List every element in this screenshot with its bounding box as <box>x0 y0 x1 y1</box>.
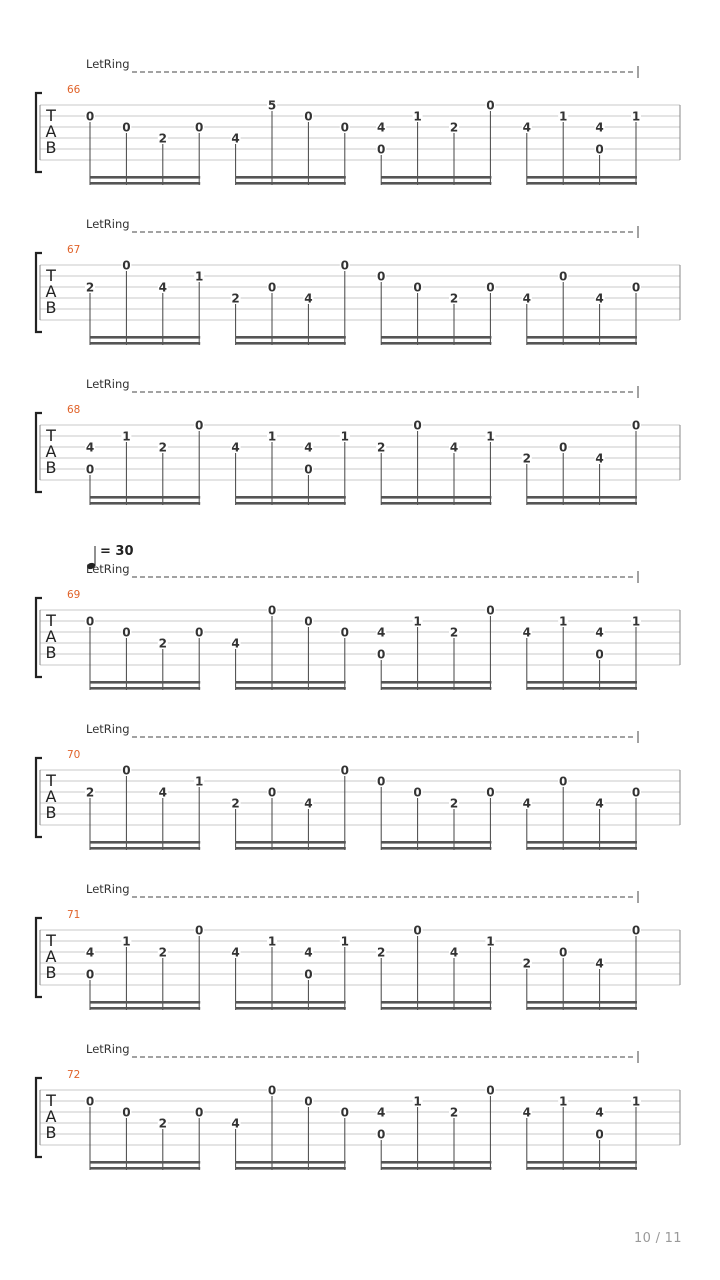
beam <box>527 1161 637 1164</box>
let-ring-label: LetRing <box>86 57 130 71</box>
tab-clef-letter: A <box>45 122 57 141</box>
fret-number: 0 <box>559 269 568 284</box>
fret-number: 2 <box>85 280 95 295</box>
fret-number: 2 <box>158 1116 167 1131</box>
tab-clef-letter: A <box>45 442 57 461</box>
fret-number: 2 <box>449 291 459 306</box>
beam <box>527 1001 637 1004</box>
fret-number: 4 <box>304 945 313 960</box>
beam <box>527 502 637 505</box>
measure-number: 68 <box>67 404 81 416</box>
fret-number: 4 <box>158 280 167 295</box>
tab-clef-letter: B <box>45 138 57 157</box>
fret-number: 0 <box>595 142 604 157</box>
beam <box>236 681 346 684</box>
fret-number: 0 <box>340 1105 349 1120</box>
tab-system <box>36 544 680 690</box>
beam <box>90 681 200 684</box>
fret-number: 0 <box>122 625 131 640</box>
fret-number: 4 <box>231 1116 240 1131</box>
fret-number: 1 <box>340 934 349 949</box>
tab-system <box>36 217 680 345</box>
fret-number: 4 <box>595 120 604 135</box>
fret-number: 4 <box>85 440 95 455</box>
tab-clef-letter: A <box>45 947 57 966</box>
fret-number: 0 <box>122 258 131 273</box>
fret-number: 0 <box>413 418 422 433</box>
fret-number: 0 <box>340 625 349 640</box>
fret-number: 0 <box>122 763 131 778</box>
fret-number: 1 <box>122 429 131 444</box>
beam <box>381 687 491 690</box>
fret-number: 0 <box>304 967 313 982</box>
fret-number: 0 <box>486 603 495 618</box>
tab-clef-letter: B <box>45 963 57 982</box>
fret-number: 1 <box>413 109 422 124</box>
beam <box>527 1167 637 1170</box>
fret-number: 1 <box>631 109 641 124</box>
beam <box>236 1001 346 1004</box>
fret-number: 0 <box>413 785 422 800</box>
tab-clef-letter: B <box>45 643 57 662</box>
beam <box>90 496 200 499</box>
fret-number: 2 <box>158 131 167 146</box>
tab-clef-letter: T <box>46 426 56 445</box>
beam <box>236 1007 346 1010</box>
beam <box>90 1001 200 1004</box>
fret-number: 0 <box>377 647 386 662</box>
fret-number: 0 <box>377 142 386 157</box>
fret-number: 1 <box>195 774 204 789</box>
fret-number: 0 <box>195 625 204 640</box>
fret-number: 4 <box>522 120 531 135</box>
fret-number: 2 <box>449 120 459 135</box>
let-ring-label: LetRing <box>86 217 130 231</box>
fret-number: 1 <box>559 1094 568 1109</box>
fret-number: 2 <box>449 625 459 640</box>
fret-number: 4 <box>595 956 604 971</box>
fret-number: 2 <box>231 291 240 306</box>
fret-number: 0 <box>559 945 568 960</box>
beam <box>90 1167 200 1170</box>
fret-number: 4 <box>377 625 386 640</box>
fret-number: 0 <box>377 269 386 284</box>
fret-number: 0 <box>267 1083 277 1098</box>
let-ring-label: LetRing <box>86 1042 130 1056</box>
measure-number: 70 <box>67 749 81 761</box>
fret-number: 0 <box>304 1094 313 1109</box>
fret-number: 4 <box>304 440 313 455</box>
tab-system <box>36 722 680 850</box>
tab-clef-letter: A <box>45 1107 57 1126</box>
tab-clef-letter: A <box>45 787 57 806</box>
beam <box>381 681 491 684</box>
beam <box>90 342 200 345</box>
fret-number: 0 <box>559 774 568 789</box>
beam <box>90 1161 200 1164</box>
tab-clef-letter: T <box>46 931 56 950</box>
beam <box>381 1001 491 1004</box>
fret-number: 2 <box>158 945 167 960</box>
fret-number: 0 <box>85 614 95 629</box>
beam <box>90 502 200 505</box>
fret-number: 1 <box>413 614 422 629</box>
fret-number: 1 <box>413 1094 422 1109</box>
fret-number: 2 <box>449 1105 459 1120</box>
beam <box>90 841 200 844</box>
fret-number: 1 <box>559 614 568 629</box>
tab-clef-letter: T <box>46 611 56 630</box>
fret-number: 4 <box>522 796 531 811</box>
fret-number: 0 <box>340 258 349 273</box>
fret-number: 0 <box>631 923 641 938</box>
beam <box>527 687 637 690</box>
fret-number: 4 <box>231 440 240 455</box>
beam <box>527 681 637 684</box>
fret-number: 0 <box>195 923 204 938</box>
tab-clef-letter: B <box>45 1123 57 1142</box>
beam <box>381 847 491 850</box>
fret-number: 1 <box>267 934 277 949</box>
tab-system <box>36 882 680 1010</box>
beam <box>381 336 491 339</box>
fret-number: 4 <box>158 785 167 800</box>
fret-number: 4 <box>449 945 459 960</box>
beam <box>527 336 637 339</box>
fret-number: 0 <box>486 785 495 800</box>
let-ring-label: LetRing <box>86 722 130 736</box>
fret-number: 4 <box>304 796 313 811</box>
fret-number: 1 <box>267 429 277 444</box>
fret-number: 1 <box>340 429 349 444</box>
beam <box>527 496 637 499</box>
fret-number: 2 <box>377 945 386 960</box>
fret-number: 4 <box>449 440 459 455</box>
tab-clef-letter: B <box>45 803 57 822</box>
measure-number: 67 <box>67 244 81 256</box>
fret-number: 0 <box>486 280 495 295</box>
fret-number: 0 <box>486 98 495 113</box>
beam <box>527 847 637 850</box>
beam <box>236 1167 346 1170</box>
beam <box>381 342 491 345</box>
fret-number: 0 <box>340 763 349 778</box>
beam <box>90 182 200 185</box>
fret-number: 4 <box>595 625 604 640</box>
fret-number: 0 <box>85 109 95 124</box>
fret-number: 4 <box>595 451 604 466</box>
fret-number: 0 <box>195 120 204 135</box>
fret-number: 0 <box>85 967 95 982</box>
fret-number: 0 <box>85 462 95 477</box>
fret-number: 4 <box>377 1105 386 1120</box>
beam <box>381 1161 491 1164</box>
fret-number: 1 <box>486 934 495 949</box>
tab-clef-letter: T <box>46 771 56 790</box>
fret-number: 0 <box>413 923 422 938</box>
fret-number: 0 <box>486 1083 495 1098</box>
fret-number: 0 <box>559 440 568 455</box>
beam <box>381 182 491 185</box>
fret-number: 0 <box>413 280 422 295</box>
fret-number: 1 <box>486 429 495 444</box>
fret-number: 4 <box>595 291 604 306</box>
tempo-text: = 30 <box>100 544 134 559</box>
tab-system <box>36 377 680 505</box>
fret-number: 0 <box>267 603 277 618</box>
fret-number: 4 <box>231 945 240 960</box>
beam <box>527 841 637 844</box>
fret-number: 0 <box>377 774 386 789</box>
fret-number: 4 <box>522 1105 531 1120</box>
fret-number: 4 <box>85 945 95 960</box>
beam <box>236 182 346 185</box>
fret-number: 0 <box>595 1127 604 1142</box>
fret-number: 1 <box>559 109 568 124</box>
fret-number: 4 <box>595 796 604 811</box>
beam <box>381 176 491 179</box>
beam <box>527 182 637 185</box>
beam <box>527 1007 637 1010</box>
beam <box>236 342 346 345</box>
beam <box>236 841 346 844</box>
fret-number: 2 <box>522 451 531 466</box>
beam <box>90 847 200 850</box>
fret-number: 4 <box>377 120 386 135</box>
fret-number: 0 <box>631 280 641 295</box>
fret-number: 2 <box>449 796 459 811</box>
fret-number: 4 <box>304 291 313 306</box>
fret-number: 0 <box>122 1105 131 1120</box>
measure-number: 69 <box>67 589 81 601</box>
beam <box>381 496 491 499</box>
tab-clef-letter: A <box>45 627 57 646</box>
beam <box>381 1167 491 1170</box>
fret-number: 2 <box>377 440 386 455</box>
fret-number: 4 <box>522 291 531 306</box>
fret-number: 1 <box>631 614 641 629</box>
tab-clef-letter: A <box>45 282 57 301</box>
fret-number: 0 <box>85 1094 95 1109</box>
beam <box>236 336 346 339</box>
beam <box>90 1007 200 1010</box>
fret-number: 0 <box>195 1105 204 1120</box>
fret-number: 0 <box>377 1127 386 1142</box>
measure-number: 66 <box>67 84 81 96</box>
fret-number: 1 <box>631 1094 641 1109</box>
beam <box>381 1007 491 1010</box>
tab-clef-letter: T <box>46 266 56 285</box>
tab-clef-letter: B <box>45 458 57 477</box>
fret-number: 1 <box>195 269 204 284</box>
fret-number: 2 <box>158 440 167 455</box>
measure-number: 71 <box>67 909 81 921</box>
fret-number: 4 <box>231 131 240 146</box>
beam <box>236 1161 346 1164</box>
fret-number: 0 <box>340 120 349 135</box>
beam <box>527 342 637 345</box>
beam <box>381 841 491 844</box>
beam <box>236 496 346 499</box>
beam <box>236 847 346 850</box>
beam <box>236 687 346 690</box>
tab-system <box>36 57 680 185</box>
fret-number: 0 <box>267 785 277 800</box>
fret-number: 0 <box>304 614 313 629</box>
let-ring-label: LetRing <box>86 882 130 896</box>
let-ring-label: LetRing <box>86 562 130 576</box>
tab-clef-letter: B <box>45 298 57 317</box>
fret-number: 0 <box>195 418 204 433</box>
tab-clef-letter: T <box>46 106 56 125</box>
beam <box>381 502 491 505</box>
fret-number: 0 <box>595 647 604 662</box>
tab-clef-letter: T <box>46 1091 56 1110</box>
fret-number: 0 <box>267 280 277 295</box>
fret-number: 2 <box>158 636 167 651</box>
beam <box>527 176 637 179</box>
let-ring-label: LetRing <box>86 377 130 391</box>
tab-system <box>36 1042 680 1170</box>
fret-number: 4 <box>595 1105 604 1120</box>
fret-number: 1 <box>122 934 131 949</box>
page-number: 10 / 11 <box>634 1231 682 1246</box>
beam <box>90 687 200 690</box>
fret-number: 4 <box>231 636 240 651</box>
fret-number: 0 <box>304 109 313 124</box>
fret-number: 0 <box>631 785 641 800</box>
beam <box>236 176 346 179</box>
fret-number: 2 <box>231 796 240 811</box>
fret-number: 0 <box>122 120 131 135</box>
measure-number: 72 <box>67 1069 81 1081</box>
fret-number: 2 <box>522 956 531 971</box>
fret-number: 0 <box>304 462 313 477</box>
fret-number: 0 <box>631 418 641 433</box>
beam <box>90 176 200 179</box>
fret-number: 5 <box>267 98 277 113</box>
fret-number: 2 <box>85 785 95 800</box>
beam <box>90 336 200 339</box>
fret-number: 4 <box>522 625 531 640</box>
beam <box>236 502 346 505</box>
